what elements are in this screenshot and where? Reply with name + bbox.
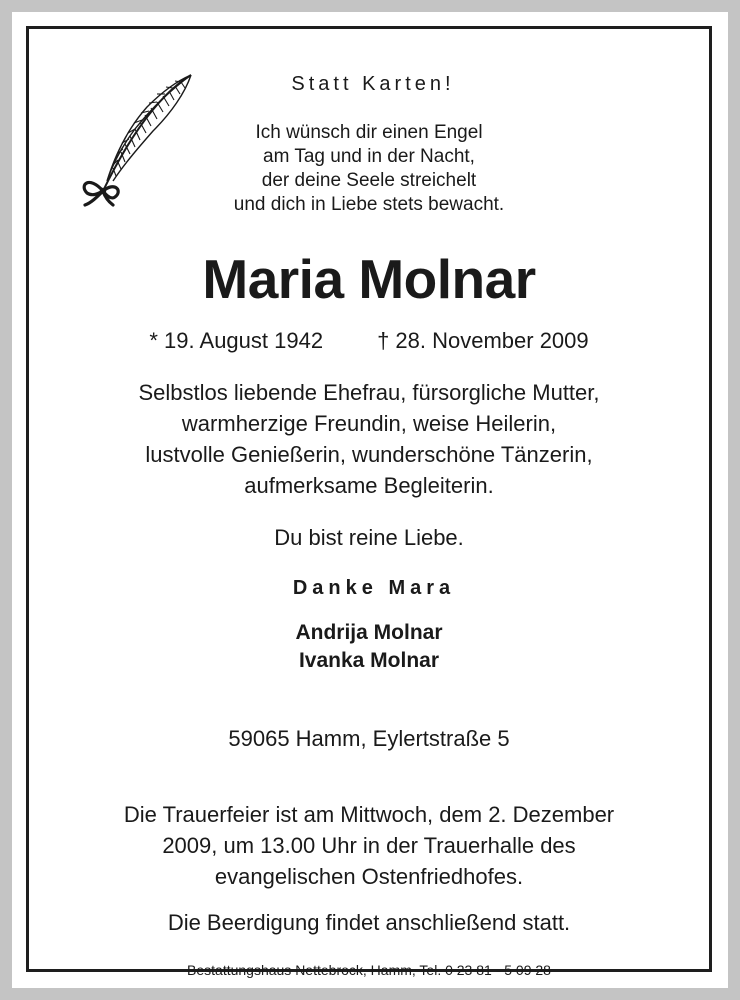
- funeral-line: evangelischen Ostenfriedhofes.: [214, 864, 524, 889]
- poem-line: am Tag und in der Nacht,: [263, 146, 475, 167]
- poem-line: der deine Seele streichelt: [261, 170, 477, 191]
- signers: [29, 619, 709, 675]
- notice-heading: Statt Karten!: [291, 73, 455, 95]
- poem-line: Ich wünsch dir einen Engel: [255, 122, 483, 143]
- poem: [29, 121, 709, 217]
- signer-name: Ivanka Molnar: [298, 649, 440, 672]
- address: 59065 Hamm, Eylertstraße 5: [228, 726, 510, 751]
- life-dates: [29, 327, 709, 355]
- deceased-name: Maria Molnar: [202, 248, 536, 310]
- signer-name: Andrija Molnar: [295, 621, 443, 644]
- funeral-home-footer: Bestattungshaus Nettebrock, Hamm, Tel. 0 23 81 - 5 09 28: [187, 962, 551, 978]
- tribute-line: lustvolle Genießerin, wunderschöne Tänzerin,: [145, 442, 593, 467]
- tribute-line: aufmerksame Begleiterin.: [244, 473, 494, 498]
- love-line: Du bist reine Liebe.: [274, 525, 464, 550]
- notice-frame: [26, 26, 712, 978]
- tribute-text: [29, 377, 709, 501]
- burial-info: Die Beerdigung findet anschließend statt.: [167, 910, 571, 935]
- funeral-info: [29, 799, 709, 892]
- thanks-line: Danke Mara: [292, 577, 456, 599]
- tribute-line: Selbstlos liebende Ehefrau, fürsorgliche Mutter,: [138, 380, 600, 405]
- funeral-line: 2009, um 13.00 Uhr in der Trauerhalle des: [162, 833, 576, 858]
- funeral-line: Die Trauerfeier ist am Mittwoch, dem 2. Dezember: [123, 802, 615, 827]
- poem-line: und dich in Liebe stets bewacht.: [233, 194, 505, 215]
- notice-paper: [12, 12, 728, 988]
- birth-date: * 19. August 1942: [149, 328, 324, 353]
- tribute-line: warmherzige Freundin, weise Heilerin,: [181, 411, 557, 436]
- death-date: † 28. November 2009: [377, 328, 589, 353]
